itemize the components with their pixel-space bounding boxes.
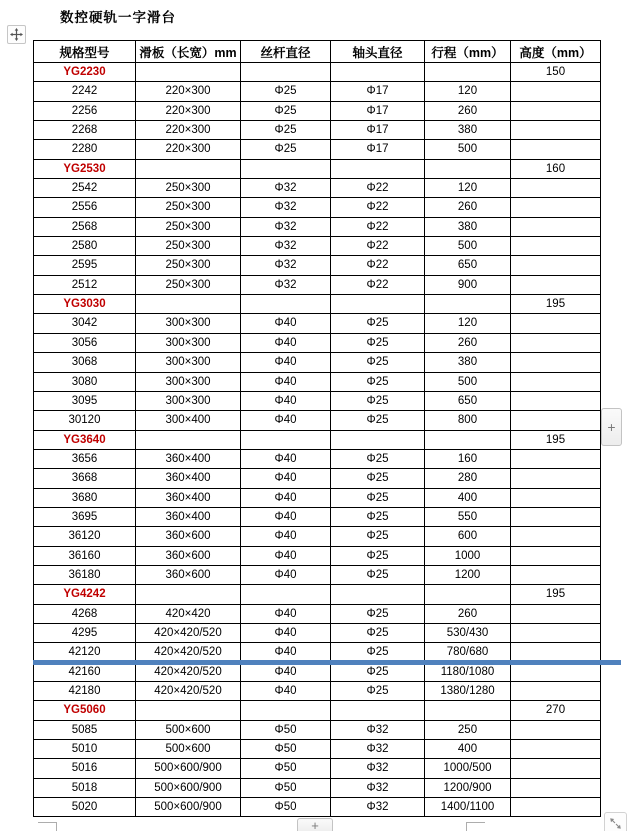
- model-cell: 3695: [34, 507, 136, 526]
- model-cell: 42180: [34, 682, 136, 701]
- height-cell: [511, 682, 601, 701]
- shaft-cell: Φ22: [331, 275, 425, 294]
- table-row: [34, 662, 601, 681]
- screw-cell: Φ25: [241, 82, 331, 101]
- travel-cell: 260: [425, 198, 511, 217]
- model-cell: 5018: [34, 778, 136, 797]
- model-cell: 5010: [34, 740, 136, 759]
- screw-cell: Φ40: [241, 314, 331, 333]
- screw-cell: Φ50: [241, 778, 331, 797]
- travel-cell: 650: [425, 256, 511, 275]
- screw-cell: [241, 63, 331, 82]
- shaft-cell: Φ25: [331, 643, 425, 662]
- model-cell: 3680: [34, 488, 136, 507]
- group-row: [34, 585, 601, 604]
- screw-cell: Φ40: [241, 682, 331, 701]
- plate-cell: [136, 159, 241, 178]
- model-cell: 3095: [34, 391, 136, 410]
- shaft-cell: Φ17: [331, 140, 425, 159]
- travel-cell: 1380/1280: [425, 682, 511, 701]
- spec-table: [33, 40, 601, 817]
- screw-cell: Φ40: [241, 643, 331, 662]
- shaft-cell: Φ32: [331, 720, 425, 739]
- model-cell: 2568: [34, 217, 136, 236]
- plate-cell: 300×300: [136, 372, 241, 391]
- screw-cell: Φ32: [241, 256, 331, 275]
- height-cell: [511, 778, 601, 797]
- travel-cell: 1200/900: [425, 778, 511, 797]
- model-cell: 2280: [34, 140, 136, 159]
- height-cell: [511, 662, 601, 681]
- model-cell: YG3030: [34, 295, 136, 314]
- shaft-cell: Φ32: [331, 740, 425, 759]
- table-row: [34, 372, 601, 391]
- shaft-cell: Φ25: [331, 449, 425, 468]
- shaft-cell: Φ22: [331, 256, 425, 275]
- screw-cell: Φ25: [241, 121, 331, 140]
- travel-cell: [425, 295, 511, 314]
- travel-cell: 120: [425, 314, 511, 333]
- table-row: [34, 198, 601, 217]
- model-cell: 2268: [34, 121, 136, 140]
- column-header: 丝杆直径: [241, 41, 331, 63]
- travel-cell: 260: [425, 604, 511, 623]
- plate-cell: [136, 430, 241, 449]
- travel-cell: 160: [425, 449, 511, 468]
- travel-cell: 550: [425, 507, 511, 526]
- model-cell: 5085: [34, 720, 136, 739]
- model-cell: 36120: [34, 527, 136, 546]
- shaft-cell: Φ25: [331, 546, 425, 565]
- model-cell: YG2530: [34, 159, 136, 178]
- shaft-cell: Φ22: [331, 179, 425, 198]
- shaft-cell: Φ25: [331, 623, 425, 642]
- screw-cell: Φ50: [241, 798, 331, 817]
- travel-cell: 400: [425, 488, 511, 507]
- model-cell: 42120: [34, 643, 136, 662]
- plate-cell: 360×600: [136, 565, 241, 584]
- plate-cell: 300×300: [136, 353, 241, 372]
- height-cell: [511, 82, 601, 101]
- plate-cell: [136, 701, 241, 720]
- plate-cell: 250×300: [136, 237, 241, 256]
- model-cell: 4295: [34, 623, 136, 642]
- height-cell: [511, 237, 601, 256]
- column-header: 轴头直径: [331, 41, 425, 63]
- height-cell: [511, 314, 601, 333]
- height-cell: [511, 740, 601, 759]
- group-row: [34, 430, 601, 449]
- plus-icon: +: [311, 818, 319, 831]
- plate-cell: [136, 63, 241, 82]
- screw-cell: Φ40: [241, 449, 331, 468]
- travel-cell: 250: [425, 720, 511, 739]
- height-cell: [511, 217, 601, 236]
- model-cell: 3056: [34, 333, 136, 352]
- travel-cell: [425, 701, 511, 720]
- screw-cell: Φ32: [241, 179, 331, 198]
- shaft-cell: Φ25: [331, 682, 425, 701]
- height-cell: [511, 469, 601, 488]
- plate-cell: 420×420/520: [136, 623, 241, 642]
- model-cell: 2542: [34, 179, 136, 198]
- shaft-cell: Φ32: [331, 759, 425, 778]
- plate-cell: 500×600/900: [136, 759, 241, 778]
- travel-cell: 1180/1080: [425, 662, 511, 681]
- page-margin-mark-right: [466, 822, 485, 831]
- screw-cell: Φ40: [241, 411, 331, 430]
- travel-cell: 260: [425, 101, 511, 120]
- plate-cell: 360×400: [136, 449, 241, 468]
- plate-cell: 220×300: [136, 82, 241, 101]
- model-cell: 42160: [34, 662, 136, 681]
- height-cell: 150: [511, 63, 601, 82]
- screw-cell: Φ40: [241, 469, 331, 488]
- model-cell: 3668: [34, 469, 136, 488]
- shaft-cell: [331, 701, 425, 720]
- side-plus-button[interactable]: [601, 408, 622, 446]
- table-row: [34, 720, 601, 739]
- group-row: [34, 159, 601, 178]
- plate-cell: 420×420/520: [136, 682, 241, 701]
- model-cell: 36160: [34, 546, 136, 565]
- shaft-cell: Φ25: [331, 527, 425, 546]
- shaft-cell: [331, 295, 425, 314]
- shaft-cell: Φ17: [331, 121, 425, 140]
- shaft-cell: Φ25: [331, 411, 425, 430]
- shaft-cell: Φ25: [331, 353, 425, 372]
- model-cell: 3080: [34, 372, 136, 391]
- screw-cell: Φ40: [241, 623, 331, 642]
- screw-cell: Φ32: [241, 217, 331, 236]
- table-row: [34, 682, 601, 701]
- table-row: [34, 179, 601, 198]
- screw-cell: [241, 159, 331, 178]
- shaft-cell: Φ22: [331, 237, 425, 256]
- travel-cell: 600: [425, 527, 511, 546]
- table-row: [34, 527, 601, 546]
- screw-cell: Φ25: [241, 101, 331, 120]
- table-row: [34, 449, 601, 468]
- shaft-cell: Φ25: [331, 314, 425, 333]
- screw-cell: Φ40: [241, 488, 331, 507]
- table-row: [34, 333, 601, 352]
- table-row: [34, 604, 601, 623]
- table-row: [34, 217, 601, 236]
- height-cell: [511, 623, 601, 642]
- plate-cell: 360×600: [136, 546, 241, 565]
- plate-cell: 420×420/520: [136, 643, 241, 662]
- table-row: [34, 237, 601, 256]
- model-cell: 2556: [34, 198, 136, 217]
- travel-cell: 780/680: [425, 643, 511, 662]
- plate-cell: 360×400: [136, 488, 241, 507]
- travel-cell: 800: [425, 411, 511, 430]
- plate-cell: 360×400: [136, 469, 241, 488]
- plate-cell: 500×600: [136, 740, 241, 759]
- shaft-cell: Φ25: [331, 469, 425, 488]
- table-row: [34, 256, 601, 275]
- shaft-cell: Φ17: [331, 82, 425, 101]
- plate-cell: 300×300: [136, 391, 241, 410]
- travel-cell: 500: [425, 372, 511, 391]
- model-cell: 5016: [34, 759, 136, 778]
- shaft-cell: [331, 159, 425, 178]
- model-cell: 2256: [34, 101, 136, 120]
- model-cell: YG3640: [34, 430, 136, 449]
- table-row: [34, 759, 601, 778]
- table-row: [34, 469, 601, 488]
- travel-cell: 380: [425, 353, 511, 372]
- screw-cell: [241, 585, 331, 604]
- table-row: [34, 121, 601, 140]
- screw-cell: Φ40: [241, 565, 331, 584]
- height-cell: 195: [511, 295, 601, 314]
- screw-cell: Φ50: [241, 740, 331, 759]
- model-cell: 3068: [34, 353, 136, 372]
- travel-cell: [425, 159, 511, 178]
- header-row: [34, 41, 601, 63]
- travel-cell: [425, 430, 511, 449]
- height-cell: [511, 411, 601, 430]
- height-cell: [511, 256, 601, 275]
- table-move-handle[interactable]: [7, 25, 26, 44]
- plate-cell: 500×600: [136, 720, 241, 739]
- height-cell: [511, 449, 601, 468]
- plate-cell: 220×300: [136, 140, 241, 159]
- plate-cell: 300×400: [136, 411, 241, 430]
- table-row: [34, 140, 601, 159]
- screw-cell: Φ40: [241, 391, 331, 410]
- shaft-cell: Φ32: [331, 778, 425, 797]
- travel-cell: [425, 63, 511, 82]
- column-header: 行程（mm）: [425, 41, 511, 63]
- travel-cell: 500: [425, 237, 511, 256]
- travel-cell: 500: [425, 140, 511, 159]
- diagonal-arrows-icon: [608, 816, 623, 831]
- shaft-cell: Φ25: [331, 604, 425, 623]
- height-cell: [511, 798, 601, 817]
- plate-cell: 250×300: [136, 179, 241, 198]
- model-cell: YG5060: [34, 701, 136, 720]
- column-header: 规格型号: [34, 41, 136, 63]
- table-row: [34, 314, 601, 333]
- plate-cell: 250×300: [136, 217, 241, 236]
- height-cell: [511, 488, 601, 507]
- shaft-cell: Φ25: [331, 372, 425, 391]
- screw-cell: Φ50: [241, 759, 331, 778]
- height-cell: [511, 527, 601, 546]
- travel-cell: 380: [425, 121, 511, 140]
- shaft-cell: Φ25: [331, 488, 425, 507]
- screw-cell: Φ40: [241, 353, 331, 372]
- travel-cell: 1400/1100: [425, 798, 511, 817]
- group-row: [34, 701, 601, 720]
- model-cell: 2580: [34, 237, 136, 256]
- height-cell: 195: [511, 585, 601, 604]
- table-row: [34, 507, 601, 526]
- height-cell: [511, 121, 601, 140]
- model-cell: 4268: [34, 604, 136, 623]
- model-cell: YG2230: [34, 63, 136, 82]
- screw-cell: Φ25: [241, 140, 331, 159]
- height-cell: [511, 275, 601, 294]
- screw-cell: [241, 701, 331, 720]
- shaft-cell: Φ25: [331, 662, 425, 681]
- height-cell: 270: [511, 701, 601, 720]
- screw-cell: Φ40: [241, 662, 331, 681]
- shaft-cell: [331, 430, 425, 449]
- plate-cell: 250×300: [136, 275, 241, 294]
- plus-icon: +: [607, 419, 616, 435]
- shaft-cell: [331, 585, 425, 604]
- shaft-cell: Φ22: [331, 217, 425, 236]
- shaft-cell: Φ32: [331, 798, 425, 817]
- screw-cell: Φ40: [241, 546, 331, 565]
- model-cell: 3656: [34, 449, 136, 468]
- height-cell: [511, 333, 601, 352]
- page-title: 数控硬轨一字滑台: [60, 10, 176, 25]
- page-margin-mark-left: [38, 822, 57, 831]
- height-cell: [511, 372, 601, 391]
- plate-cell: 250×300: [136, 198, 241, 217]
- travel-cell: 120: [425, 179, 511, 198]
- height-cell: [511, 546, 601, 565]
- move-icon: [10, 28, 23, 41]
- screw-cell: Φ40: [241, 527, 331, 546]
- height-cell: [511, 507, 601, 526]
- shaft-cell: Φ22: [331, 198, 425, 217]
- height-cell: [511, 759, 601, 778]
- plate-cell: 220×300: [136, 101, 241, 120]
- group-row: [34, 63, 601, 82]
- screw-cell: Φ50: [241, 720, 331, 739]
- travel-cell: 530/430: [425, 623, 511, 642]
- table-row: [34, 798, 601, 817]
- table-row: [34, 101, 601, 120]
- travel-cell: 280: [425, 469, 511, 488]
- height-cell: 195: [511, 430, 601, 449]
- table-row: [34, 565, 601, 584]
- plate-cell: 420×420: [136, 604, 241, 623]
- shaft-cell: Φ17: [331, 101, 425, 120]
- shaft-cell: [331, 63, 425, 82]
- plate-cell: 360×600: [136, 527, 241, 546]
- model-cell: 2512: [34, 275, 136, 294]
- plate-cell: 500×600/900: [136, 798, 241, 817]
- screw-cell: Φ40: [241, 604, 331, 623]
- screw-cell: Φ32: [241, 198, 331, 217]
- shaft-cell: Φ25: [331, 333, 425, 352]
- screw-cell: Φ40: [241, 333, 331, 352]
- resize-handle-button[interactable]: [604, 812, 627, 831]
- model-cell: 3042: [34, 314, 136, 333]
- shaft-cell: Φ25: [331, 565, 425, 584]
- plate-cell: 300×300: [136, 333, 241, 352]
- plate-cell: 300×300: [136, 314, 241, 333]
- height-cell: [511, 720, 601, 739]
- bottom-plus-button[interactable]: [297, 818, 333, 831]
- page-break-line: [33, 660, 621, 665]
- plate-cell: [136, 295, 241, 314]
- screw-cell: Φ40: [241, 372, 331, 391]
- plate-cell: 500×600/900: [136, 778, 241, 797]
- travel-cell: 1200: [425, 565, 511, 584]
- plate-cell: 250×300: [136, 256, 241, 275]
- travel-cell: 900: [425, 275, 511, 294]
- travel-cell: 1000: [425, 546, 511, 565]
- table-row: [34, 275, 601, 294]
- height-cell: [511, 179, 601, 198]
- table-row: [34, 546, 601, 565]
- column-header: 滑板（长宽）mm: [136, 41, 241, 63]
- plate-cell: 420×420/520: [136, 662, 241, 681]
- plate-cell: [136, 585, 241, 604]
- height-cell: [511, 565, 601, 584]
- height-cell: [511, 604, 601, 623]
- height-cell: [511, 140, 601, 159]
- model-cell: 2595: [34, 256, 136, 275]
- model-cell: YG4242: [34, 585, 136, 604]
- table-row: [34, 411, 601, 430]
- model-cell: 30120: [34, 411, 136, 430]
- table-row: [34, 740, 601, 759]
- model-cell: 2242: [34, 82, 136, 101]
- table-row: [34, 623, 601, 642]
- shaft-cell: Φ25: [331, 391, 425, 410]
- travel-cell: 1000/500: [425, 759, 511, 778]
- table-row: [34, 488, 601, 507]
- table-row: [34, 353, 601, 372]
- column-header: 高度（mm）: [511, 41, 601, 63]
- group-row: [34, 295, 601, 314]
- height-cell: 160: [511, 159, 601, 178]
- shaft-cell: Φ25: [331, 507, 425, 526]
- table-row: [34, 391, 601, 410]
- height-cell: [511, 353, 601, 372]
- model-cell: 5020: [34, 798, 136, 817]
- travel-cell: 260: [425, 333, 511, 352]
- plate-cell: 360×400: [136, 507, 241, 526]
- screw-cell: Φ40: [241, 507, 331, 526]
- travel-cell: 650: [425, 391, 511, 410]
- travel-cell: 120: [425, 82, 511, 101]
- screw-cell: [241, 295, 331, 314]
- travel-cell: [425, 585, 511, 604]
- screw-cell: Φ32: [241, 275, 331, 294]
- height-cell: [511, 391, 601, 410]
- height-cell: [511, 198, 601, 217]
- travel-cell: 400: [425, 740, 511, 759]
- table-row: [34, 778, 601, 797]
- screw-cell: [241, 430, 331, 449]
- screw-cell: Φ32: [241, 237, 331, 256]
- travel-cell: 380: [425, 217, 511, 236]
- plate-cell: 220×300: [136, 121, 241, 140]
- model-cell: 36180: [34, 565, 136, 584]
- height-cell: [511, 101, 601, 120]
- table-row: [34, 82, 601, 101]
